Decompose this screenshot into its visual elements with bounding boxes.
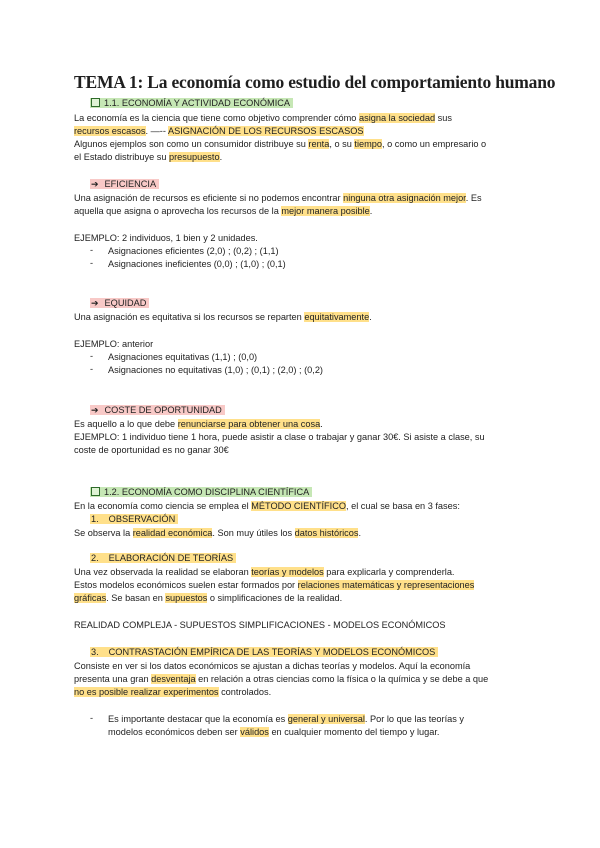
- paragraph-line: recursos escasos. —-- ASIGNACIÓN DE LOS RECURSOS ESCASOS: [74, 126, 364, 136]
- list-item: Asignaciones ineficientes (0,0) ; (1,0) ; (0,1): [108, 259, 286, 269]
- arrow-right-icon: ➔: [91, 298, 99, 308]
- paragraph-line: EJEMPLO: 1 individuo tiene 1 hora, puede asistir a clase o trabajar y ganar 30€. Si asiste a clase, su: [74, 432, 485, 442]
- paragraph-line: no es posible realizar experimentos controlados.: [74, 687, 272, 697]
- arrow-right-icon: ➔: [91, 179, 99, 189]
- paragraph-line: Algunos ejemplos son como un consumidor distribuye su renta, o su tiempo, o como un empresario o: [74, 139, 487, 149]
- model-chain-line: REALIDAD COMPLEJA - SUPUESTOS SIMPLIFICACIONES - MODELOS ECONÓMICOS: [74, 620, 446, 630]
- paragraph-line: Estos modelos económicos suelen estar formados por relaciones matemáticas y representaciones: [74, 580, 475, 590]
- example-line: EJEMPLO: 2 individuos, 1 bien y 2 unidades.: [74, 233, 258, 243]
- paragraph-line: Es aquello a lo que debe renunciarse para obtener una cosa.: [74, 419, 323, 429]
- list-item: Asignaciones no equitativas (1,0) ; (0,1) ; (2,0) ; (0,2): [108, 365, 323, 375]
- section-heading-1-1: 1.1. ECONOMÍA Y ACTIVIDAD ECONÓMICA: [90, 97, 293, 109]
- bullet-dash: -: [90, 258, 94, 268]
- bullet-dash: -: [90, 351, 94, 361]
- paragraph-line: Una asignación es equitativa si los recursos se reparten equitativamente.: [74, 312, 372, 322]
- subsection-heading-coste-oportunidad: ➔ COSTE DE OPORTUNIDAD: [90, 404, 225, 416]
- paragraph-line: Una asignación de recursos es eficiente si no podemos encontrar ninguna otra asignación mejor. Es: [74, 193, 482, 203]
- page-title: TEMA 1: La economía como estudio del comportamiento humano: [74, 72, 556, 92]
- paragraph-line: presenta una gran desventaja en relación a otras ciencias como la física o la química y se debe a que: [74, 674, 489, 684]
- list-item-continuation: modelos económicos deben ser válidos en cualquier momento del tiempo y lugar.: [108, 727, 440, 737]
- phase-heading-contrastacion: 3. CONTRASTACIÓN EMPÍRICA DE LAS TEORÍAS Y MODELOS ECONÓMICOS: [90, 646, 438, 658]
- bullet-dash: -: [90, 364, 94, 374]
- paragraph-line: Una vez observada la realidad se elaboran teorías y modelos para explicarla y comprenderla.: [74, 567, 455, 577]
- paragraph-line: Consiste en ver si los datos económicos se ajustan a dichas teorías y modelos. Aquí la economía: [74, 661, 471, 671]
- section-heading-1-2: 1.2. ECONOMÍA COMO DISCIPLINA CIENTÍFICA: [90, 486, 312, 498]
- checkbox-icon: [91, 487, 100, 496]
- paragraph-line: gráficas. Se basan en supuestos o simplificaciones de la realidad.: [74, 593, 343, 603]
- arrow-right-icon: ➔: [91, 405, 99, 415]
- list-item: Asignaciones eficientes (2,0) ; (0,2) ; (1,1): [108, 246, 279, 256]
- bullet-dash: -: [90, 713, 94, 723]
- paragraph-line: el Estado distribuye su presupuesto.: [74, 152, 223, 162]
- checkbox-icon: [91, 98, 100, 107]
- paragraph-line: La economía es la ciencia que tiene como objetivo comprender cómo asigna la sociedad sus: [74, 113, 452, 123]
- paragraph-line: En la economía como ciencia se emplea el MÉTODO CIENTÍFICO, el cual se basa en 3 fases:: [74, 501, 460, 511]
- list-item: Asignaciones equitativas (1,1) ; (0,0): [108, 352, 258, 362]
- subsection-heading-eficiencia: ➔ EFICIENCIA: [90, 178, 159, 190]
- subsection-heading-equidad: ➔ EQUIDAD: [90, 297, 149, 309]
- list-item: Es importante destacar que la economía es general y universal. Por lo que las teorías y: [108, 714, 464, 724]
- paragraph-line: aquella que asigna o aprovecha los recursos de la mejor manera posible.: [74, 206, 373, 216]
- paragraph-line: coste de oportunidad es no ganar 30€: [74, 445, 229, 455]
- bullet-dash: -: [90, 245, 94, 255]
- phase-heading-elaboracion: 2. ELABORACIÓN DE TEORÍAS: [90, 552, 236, 564]
- phase-heading-observacion: 1. OBSERVACIÓN: [90, 513, 178, 525]
- example-line: EJEMPLO: anterior: [74, 339, 154, 349]
- paragraph-line: Se observa la realidad económica. Son muy útiles los datos históricos.: [74, 528, 362, 538]
